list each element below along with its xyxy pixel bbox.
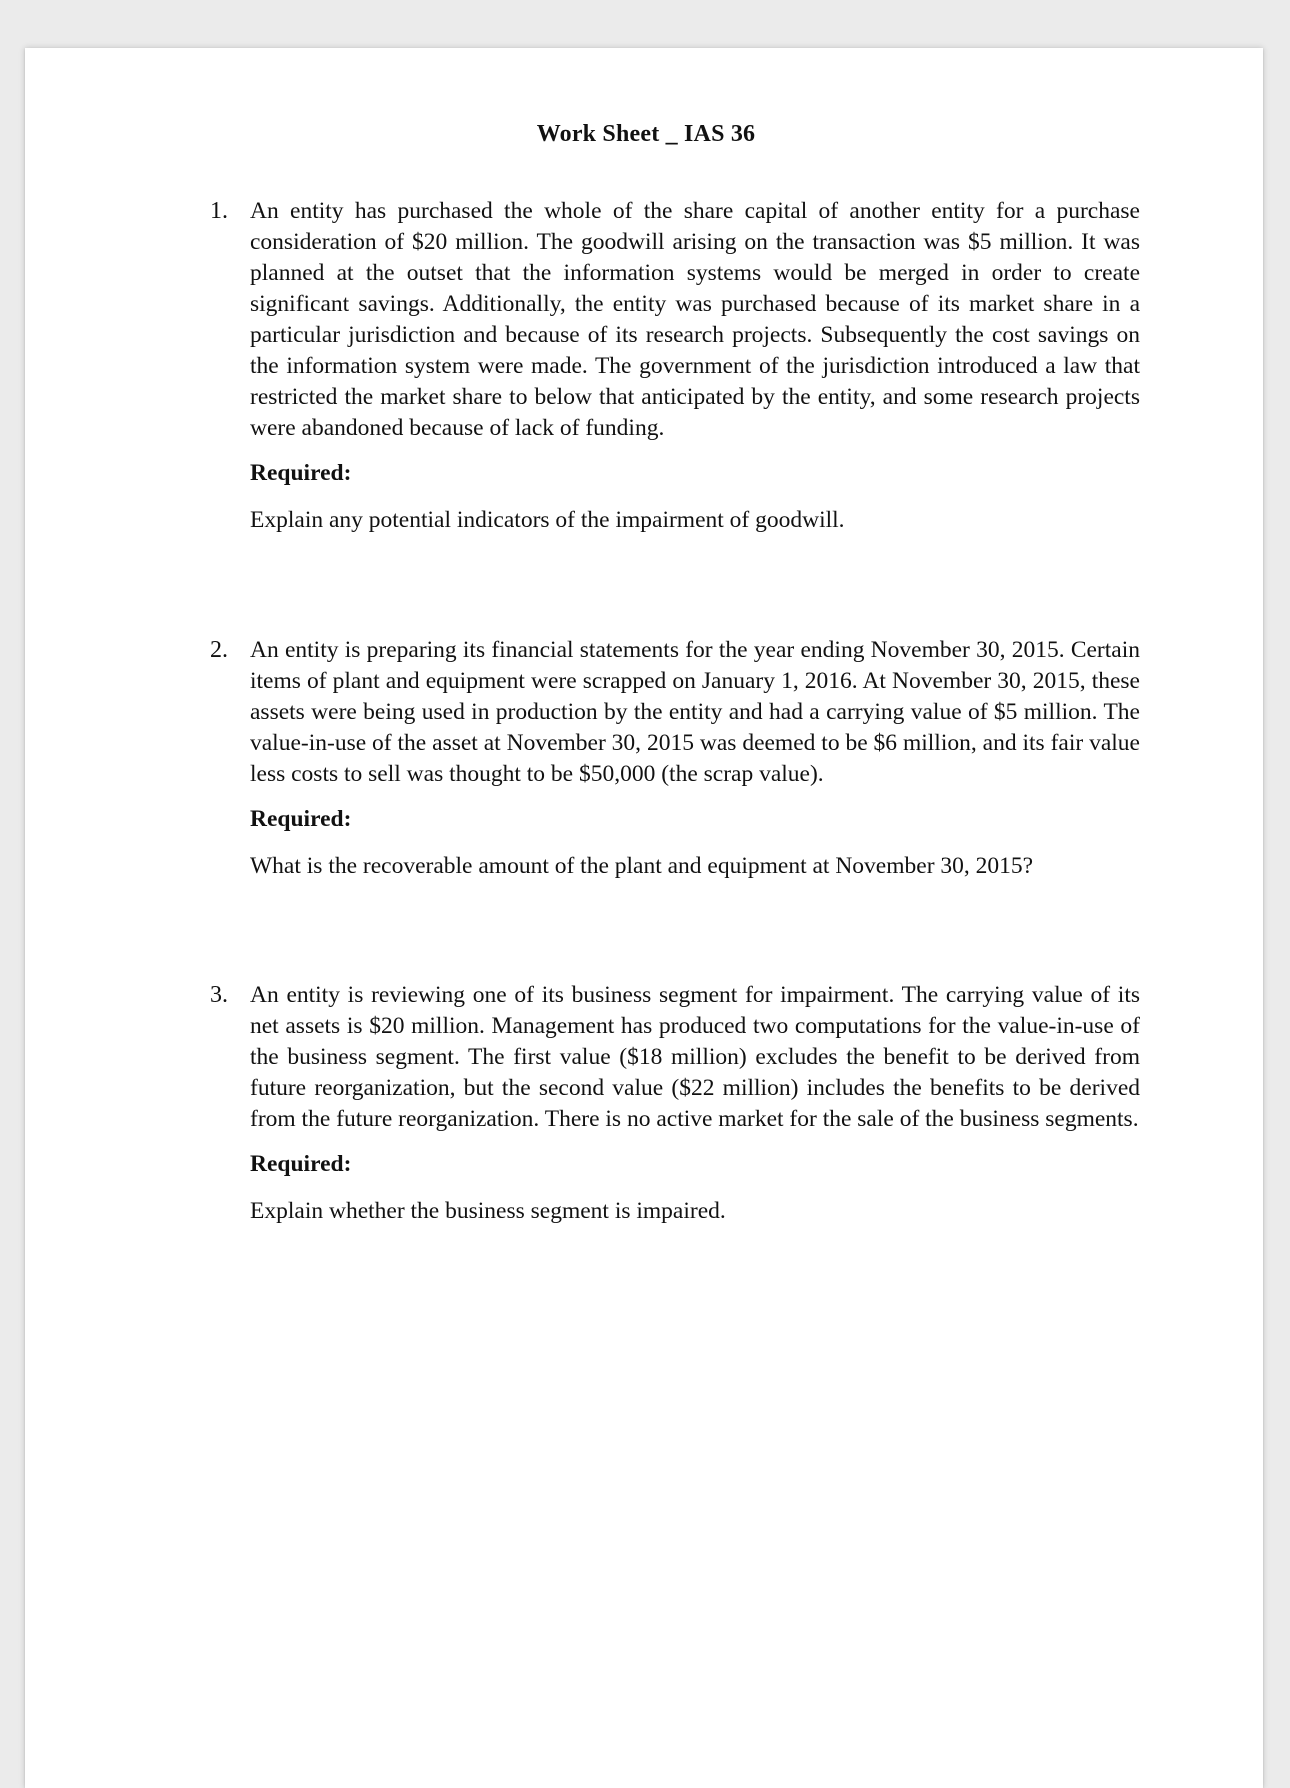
- question-body: [250, 980, 1140, 1227]
- document-page: [25, 48, 1263, 1788]
- question-body: [250, 635, 1140, 882]
- page-title: Work Sheet _ IAS 36: [536, 121, 756, 147]
- question-number: 3.: [210, 982, 228, 1008]
- question-body: [250, 196, 1140, 536]
- question-text: An entity is preparing its financial statements for the year ending November 30, 2015. Certain items of plant and equipment were scrapped on January 1, 2016. At November 30, 2015, these assets were being used in production by the entity and had a carrying value of $5 million. The value-in-use of the asset at November 30, 2015 was deemed to be $6 million, and its fair value less costs to sell was thought to be $50,000 (the scrap value).: [250, 637, 1140, 787]
- question-text: An entity has purchased the whole of the share capital of another entity for a purchase consideration of $20 million. The goodwill arising on the transaction was $5 million. It was planned at the outset that the information systems would be merged in order to create significant savings. Additionally, the entity was purchased because of its market share in a particular jurisdiction and because of its research projects. Subsequently the cost savings on the information system were made. The government of the jurisdiction introduced a law that restricted the market share to below that anticipated by the entity, and some research projects were abandoned because of lack of funding.: [250, 198, 1140, 441]
- question-number: 1.: [210, 198, 228, 224]
- required-label: Required:: [250, 806, 352, 832]
- required-label: Required:: [250, 460, 352, 486]
- question-task: What is the recoverable amount of the plant and equipment at November 30, 2015?: [250, 853, 1034, 879]
- question-task: Explain whether the business segment is impaired.: [250, 1198, 726, 1224]
- question-task: Explain any potential indicators of the impairment of goodwill.: [250, 507, 845, 533]
- required-label: Required:: [250, 1151, 352, 1177]
- question-number: 2.: [210, 637, 228, 663]
- question-text: An entity is reviewing one of its business segment for impairment. The carrying value of its net assets is $20 million. Management has produced two computations for the value-in-use of the business segment. The first value ($18 million) excludes the benefit to be derived from future reorganization, but the second value ($22 million) includes the benefits to be derived from the future reorganization. There is no active market for the sale of the business segments.: [250, 982, 1140, 1132]
